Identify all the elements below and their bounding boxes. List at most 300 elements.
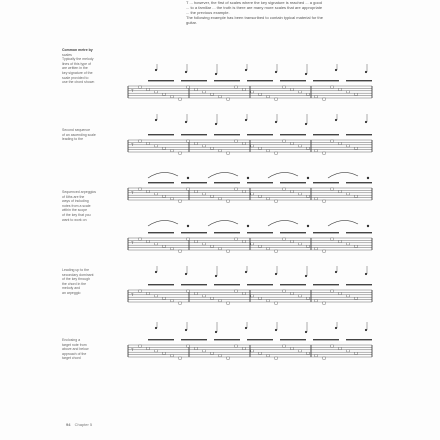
tab-fret-number [291, 88, 294, 90]
tab-fret-number [299, 295, 302, 297]
header-line: The following example has been transcribed to contain typical material for the [186, 15, 323, 20]
beam [148, 339, 174, 340]
tab-fret-number [283, 238, 286, 240]
slur-curve [268, 220, 298, 226]
beam [313, 134, 339, 135]
tab-fret-number [203, 350, 206, 352]
tab-fret-number [219, 355, 222, 357]
tab-fret-number [163, 245, 166, 247]
tab-fret-number [267, 300, 270, 302]
tab-fret-number [147, 292, 150, 294]
beam [247, 80, 273, 81]
tab-fret-number [195, 88, 198, 90]
tab-fret-number [227, 98, 230, 100]
tab-fret-number [211, 297, 214, 299]
header-line: guitar. [186, 20, 197, 25]
tab-fret-number [283, 345, 286, 347]
tab-fret-number [203, 193, 206, 195]
caption-line: of an ascending scale [62, 132, 96, 137]
tab-fret-number [315, 248, 318, 250]
tab-fret-number [171, 248, 174, 250]
tab-fret-number [227, 200, 230, 202]
tab-fret-number [347, 350, 350, 352]
beam [214, 80, 240, 81]
caption-line: target note from [62, 342, 87, 347]
tab-fret-number [179, 152, 182, 154]
tab-fret-number [155, 295, 158, 297]
tab-fret-number [211, 352, 214, 354]
beam [181, 339, 207, 340]
tab-fret-number [219, 96, 222, 98]
tab-fret-number [243, 292, 246, 294]
tab-fret-number [203, 91, 206, 93]
note-head [365, 273, 367, 275]
tab-fret-number [227, 357, 230, 359]
tab-fret-number [331, 290, 334, 292]
tab-fret-number [147, 347, 150, 349]
tab-fret-number [275, 98, 278, 100]
tab-fret-number [203, 243, 206, 245]
tab-fret-number [179, 250, 182, 252]
tab-fret-number [163, 195, 166, 197]
tab-fret-number [147, 240, 150, 242]
note-head [275, 329, 277, 331]
tab-fret-number [171, 96, 174, 98]
tab-fret-number [147, 190, 150, 192]
tab-fret-number [219, 248, 222, 250]
tab-fret-number [275, 302, 278, 304]
tab-fret-number [259, 195, 262, 197]
tab-fret-number [163, 297, 166, 299]
tab-fret-number [179, 200, 182, 202]
note-head [275, 273, 277, 275]
note-head [335, 119, 337, 121]
tab-fret-number [355, 297, 358, 299]
tab-fret-number [243, 88, 246, 90]
beam [181, 134, 207, 135]
beam [346, 134, 372, 135]
slur-curve [148, 220, 178, 226]
caption-line: scale provided to [62, 75, 89, 80]
tab-fret-number [211, 245, 214, 247]
tab-fret-number [275, 152, 278, 154]
note-head [245, 69, 247, 71]
tab-fret-number [139, 140, 142, 142]
caption-line: key signature of the [62, 70, 93, 75]
tab-fret-number [339, 190, 342, 192]
beam [313, 284, 339, 285]
tab-fret-number [347, 91, 350, 93]
beam [148, 182, 174, 183]
beam [148, 80, 174, 81]
tab-fret-number [187, 188, 190, 190]
note-head [245, 271, 247, 273]
beam [181, 232, 207, 233]
note-head [155, 119, 157, 121]
note-head [335, 327, 337, 329]
tab-fret-number [235, 86, 238, 88]
slur-curve [268, 172, 298, 178]
tab-fret-number [307, 297, 310, 299]
tab-fret-number [211, 195, 214, 197]
tab-fret-number [187, 140, 190, 142]
beam [280, 182, 306, 183]
note-head [307, 225, 309, 227]
caption-line: Sequenced arpeggios [62, 190, 97, 194]
tab-fret-number [339, 142, 342, 144]
tab-fret-number [235, 238, 238, 240]
tab-fret-number [171, 198, 174, 200]
note-head [187, 225, 189, 227]
note-head [305, 275, 307, 277]
tab-fret-number [355, 195, 358, 197]
beam [214, 339, 240, 340]
beam [280, 339, 306, 340]
caption-line: ways of including [62, 199, 89, 204]
tab-fret-number [179, 98, 182, 100]
tab-fret-number [203, 145, 206, 147]
beam [247, 339, 273, 340]
tab-fret-number [339, 347, 342, 349]
note-head [247, 225, 249, 227]
page-number: 94 [66, 422, 71, 427]
tab-fret-number [179, 357, 182, 359]
note-head [185, 273, 187, 275]
tab-fret-number [331, 345, 334, 347]
tab-clef-mark: T [131, 88, 134, 93]
caption-line: are written in the [62, 66, 88, 71]
beam [346, 339, 372, 340]
tab-fret-number [283, 140, 286, 142]
caption-line: of 6ths are the [62, 194, 85, 199]
tab-fret-number [251, 295, 254, 297]
slur-curve [328, 220, 358, 226]
caption-line: the chord in the [62, 281, 87, 286]
note-head [185, 329, 187, 331]
tab-fret-number [331, 188, 334, 190]
tab-fret-number [267, 96, 270, 98]
beam [346, 182, 372, 183]
caption-line: of the key through [62, 277, 91, 282]
caption-title: Common metre by [62, 48, 93, 52]
note-head [215, 73, 217, 75]
tab-fret-number [315, 300, 318, 302]
tab-fret-number [155, 243, 158, 245]
beam [181, 80, 207, 81]
beam [214, 284, 240, 285]
tab-fret-number [323, 152, 326, 154]
page-folio [66, 422, 92, 427]
tab-fret-number [147, 88, 150, 90]
tab-fret-number [323, 200, 326, 202]
tab-fret-number [275, 250, 278, 252]
beam [346, 80, 372, 81]
tab-fret-number [347, 145, 350, 147]
tab-fret-number [307, 93, 310, 95]
note-head [305, 123, 307, 125]
tab-fret-number [235, 290, 238, 292]
note-head [335, 271, 337, 273]
tab-fret-number [227, 152, 230, 154]
tab-fret-number [251, 145, 254, 147]
caption-line: notes from a scale [62, 203, 91, 208]
tab-fret-number [195, 292, 198, 294]
tab-fret-number [259, 147, 262, 149]
tab-fret-number [267, 198, 270, 200]
tab-fret-number [155, 350, 158, 352]
note-head [245, 327, 247, 329]
tab-fret-number [227, 302, 230, 304]
tab-fret-number [291, 240, 294, 242]
header-line: ... the previous example. [186, 10, 230, 15]
tab-fret-number [187, 290, 190, 292]
caption-line: Leading up to the [62, 268, 90, 272]
beam [148, 284, 174, 285]
tab-fret-number [267, 248, 270, 250]
note-head [275, 121, 277, 123]
beam [247, 284, 273, 285]
beam [280, 80, 306, 81]
tab-fret-number [347, 193, 350, 195]
note-head [307, 177, 309, 179]
caption-line: secondary dominant [62, 272, 94, 277]
caption-line: approach of the [62, 351, 87, 356]
caption-line: want to work on [62, 217, 87, 222]
tab-fret-number [331, 140, 334, 142]
caption-line: Second sequence [62, 128, 91, 132]
note-head [187, 177, 189, 179]
tab-fret-number [251, 91, 254, 93]
beam [214, 134, 240, 135]
beam [181, 284, 207, 285]
tab-fret-number [291, 142, 294, 144]
tab-fret-number [195, 190, 198, 192]
note-head [247, 177, 249, 179]
caption-line: of the key that you [62, 212, 91, 217]
tab-fret-number [355, 147, 358, 149]
tab-fret-number [187, 86, 190, 88]
tab-fret-number [235, 140, 238, 142]
note-head [185, 71, 187, 73]
caption-line: scales [62, 52, 72, 57]
tab-fret-number [235, 345, 238, 347]
caption-line: an arpeggio [62, 290, 81, 295]
caption-line: above and below [62, 347, 89, 352]
tab-fret-number [267, 355, 270, 357]
tab-fret-number [299, 350, 302, 352]
tab-fret-number [259, 352, 262, 354]
beam [313, 232, 339, 233]
note-head [245, 119, 247, 121]
tab-fret-number [211, 93, 214, 95]
tab-fret-number [291, 190, 294, 192]
tab-fret-number [307, 245, 310, 247]
note-head [215, 123, 217, 125]
tab-fret-number [259, 245, 262, 247]
tab-fret-number [139, 290, 142, 292]
tab-fret-number [259, 297, 262, 299]
beam [181, 182, 207, 183]
note-head [365, 121, 367, 123]
beam [313, 339, 339, 340]
tab-fret-number [171, 150, 174, 152]
tab-clef-mark: T [131, 142, 134, 147]
note-head [367, 177, 369, 179]
beam [214, 182, 240, 183]
tab-fret-number [323, 98, 326, 100]
tab-fret-number [307, 147, 310, 149]
tab-fret-number [163, 352, 166, 354]
tab-fret-number [267, 150, 270, 152]
tab-fret-number [283, 188, 286, 190]
note-head [215, 331, 217, 333]
tab-fret-number [147, 142, 150, 144]
tab-fret-number [219, 198, 222, 200]
tab-fret-number [163, 93, 166, 95]
tab-fret-number [219, 300, 222, 302]
tab-fret-number [243, 240, 246, 242]
tab-fret-number [347, 295, 350, 297]
note-head [155, 271, 157, 273]
tab-fret-number [299, 91, 302, 93]
note-head [335, 69, 337, 71]
beam [247, 232, 273, 233]
tab-fret-number [315, 198, 318, 200]
tab-fret-number [307, 352, 310, 354]
tab-fret-number [163, 147, 166, 149]
tab-fret-number [339, 240, 342, 242]
tab-fret-number [355, 245, 358, 247]
tab-fret-number [155, 145, 158, 147]
beam [247, 134, 273, 135]
tab-fret-number [243, 142, 246, 144]
slur-curve [208, 172, 238, 178]
caption-line: melody and [62, 286, 81, 291]
caption-line: target chord [62, 356, 81, 361]
tab-fret-number [299, 243, 302, 245]
tab-fret-number [251, 350, 254, 352]
beam [247, 182, 273, 183]
tab-fret-number [283, 290, 286, 292]
tab-fret-number [259, 93, 262, 95]
tab-fret-number [331, 238, 334, 240]
tab-fret-number [203, 295, 206, 297]
tab-fret-number [155, 193, 158, 195]
note-head [275, 71, 277, 73]
tab-fret-number [339, 292, 342, 294]
slur-curve [148, 172, 178, 178]
tab-clef-mark: T [131, 190, 134, 195]
tab-fret-number [235, 188, 238, 190]
note-head [365, 329, 367, 331]
tab-fret-number [251, 193, 254, 195]
tab-fret-number [155, 91, 158, 93]
tab-fret-number [219, 150, 222, 152]
beam [280, 232, 306, 233]
note-head [367, 225, 369, 227]
tab-fret-number [195, 347, 198, 349]
tab-fret-number [171, 300, 174, 302]
tab-fret-number [195, 240, 198, 242]
beam [313, 182, 339, 183]
tab-fret-number [187, 238, 190, 240]
note-head [365, 71, 367, 73]
note-head [305, 73, 307, 75]
tab-fret-number [187, 345, 190, 347]
tab-fret-number [251, 243, 254, 245]
caption-line: Typically the melody [62, 57, 94, 62]
tab-fret-number [195, 142, 198, 144]
notation-systems [128, 64, 372, 359]
beam [214, 232, 240, 233]
tab-fret-number [211, 147, 214, 149]
tab-fret-number [323, 302, 326, 304]
tab-clef-mark: T [131, 292, 134, 297]
beam [148, 134, 174, 135]
caption-line: within the scope [62, 208, 88, 213]
note-head [215, 275, 217, 277]
tab-fret-number [139, 86, 142, 88]
tab-fret-number [283, 86, 286, 88]
tab-fret-number [331, 86, 334, 88]
slur-curve [208, 220, 238, 226]
beam [280, 284, 306, 285]
caption-line: Enclosing a [62, 338, 81, 342]
beam [148, 232, 174, 233]
tab-fret-number [323, 357, 326, 359]
tab-fret-number [315, 150, 318, 152]
beam [280, 134, 306, 135]
tab-fret-number [275, 200, 278, 202]
tab-fret-number [315, 355, 318, 357]
tab-fret-number [291, 347, 294, 349]
tab-fret-number [299, 193, 302, 195]
tab-fret-number [139, 188, 142, 190]
tab-fret-number [243, 190, 246, 192]
note-head [185, 121, 187, 123]
beam [346, 284, 372, 285]
header-line: T ... however, the first of scales where the key signature is reached ... a good [186, 0, 322, 5]
tab-fret-number [171, 355, 174, 357]
tab-fret-number [275, 357, 278, 359]
tab-fret-number [355, 93, 358, 95]
tab-fret-number [291, 292, 294, 294]
tab-fret-number [307, 195, 310, 197]
tab-fret-number [315, 96, 318, 98]
caption-line: lines of this type of [62, 61, 91, 66]
caption-line: use the chord shown [62, 80, 95, 85]
beam [313, 80, 339, 81]
note-head [155, 327, 157, 329]
tab-fret-number [139, 345, 142, 347]
note-head [305, 331, 307, 333]
note-head [155, 69, 157, 71]
tab-fret-number [339, 88, 342, 90]
tab-fret-number [347, 243, 350, 245]
tab-fret-number [299, 145, 302, 147]
tab-fret-number [139, 238, 142, 240]
beam [346, 232, 372, 233]
slur-curve [328, 172, 358, 178]
tab-fret-number [355, 352, 358, 354]
tab-fret-number [323, 250, 326, 252]
caption-line: leading to the [62, 137, 84, 142]
tab-fret-number [179, 302, 182, 304]
tab-clef-mark: T [131, 240, 134, 245]
tab-fret-number [243, 347, 246, 349]
tab-clef-mark: T [131, 347, 134, 352]
tab-fret-number [227, 250, 230, 252]
